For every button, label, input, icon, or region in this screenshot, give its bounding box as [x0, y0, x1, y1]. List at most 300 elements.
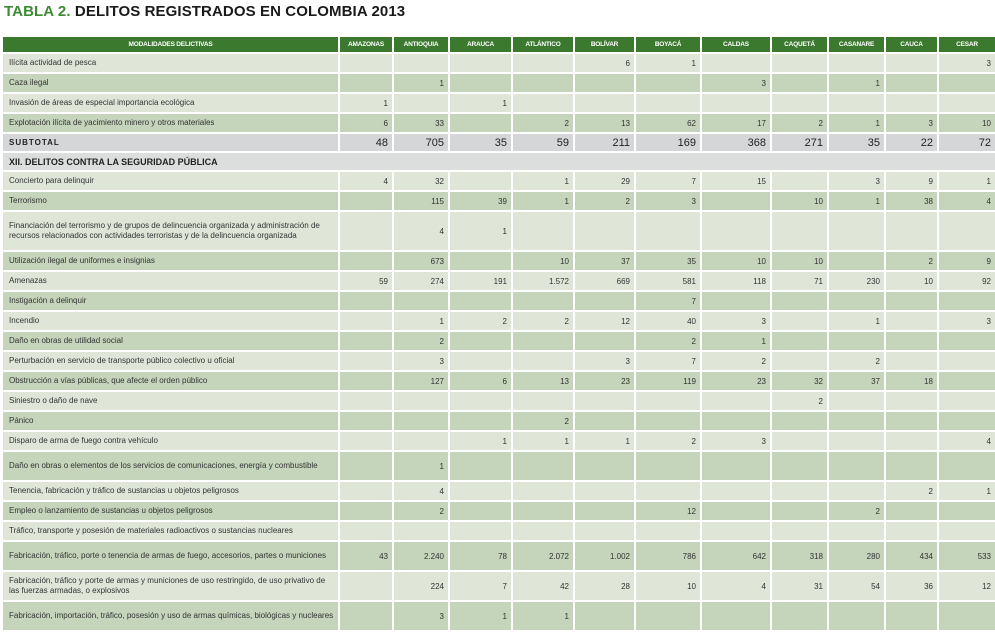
column-header-caldas: CALDAS	[702, 37, 770, 52]
cell-bolívar: 3	[575, 352, 634, 370]
cell-cauca	[886, 292, 937, 310]
cell-boyacá: 7	[636, 172, 700, 190]
cell-amazonas	[340, 432, 392, 450]
cell-cauca	[886, 74, 937, 92]
cell-boyacá: 35	[636, 252, 700, 270]
cell-boyacá	[636, 602, 700, 630]
cell-cauca: 38	[886, 192, 937, 210]
cell-atlántico: 13	[513, 372, 573, 390]
cell-casanare	[829, 522, 884, 540]
cell-atlántico	[513, 212, 573, 250]
cell-caquetá: 2	[772, 114, 827, 132]
cell-amazonas	[340, 192, 392, 210]
cell-arauca	[450, 392, 511, 410]
cell-antioquia	[394, 94, 448, 112]
cell-amazonas	[340, 412, 392, 430]
cell-caldas: 1	[702, 332, 770, 350]
row-label: Fabricación, tráfico, porte o tenencia de armas de fuego, accesorios, partes o municiones	[3, 542, 338, 570]
cell-casanare	[829, 252, 884, 270]
cell-casanare: 230	[829, 272, 884, 290]
table-row	[3, 172, 995, 190]
cell-arauca: 1	[450, 212, 511, 250]
cell-cauca: 9	[886, 172, 937, 190]
cell-bolívar	[575, 332, 634, 350]
row-label: Incendio	[3, 312, 338, 330]
cell-caldas	[702, 602, 770, 630]
cell-antioquia: 115	[394, 192, 448, 210]
cell-bolívar	[575, 502, 634, 520]
cell-cesar	[939, 602, 995, 630]
cell-arauca: 39	[450, 192, 511, 210]
cell-cesar: 10	[939, 114, 995, 132]
cell-atlántico: 2.072	[513, 542, 573, 570]
table-row	[3, 332, 995, 350]
cell-boyacá: 2	[636, 432, 700, 450]
cell-amazonas	[340, 372, 392, 390]
table-row	[3, 74, 995, 92]
cell-caldas: 15	[702, 172, 770, 190]
cell-cauca	[886, 502, 937, 520]
column-header-cauca: CAUCA	[886, 37, 937, 52]
table-row	[3, 114, 995, 132]
column-header-bolívar: BOLÍVAR	[575, 37, 634, 52]
table-row	[3, 352, 995, 370]
cell-cesar: 1	[939, 482, 995, 500]
column-header-casanare: CASANARE	[829, 37, 884, 52]
cell-arauca	[450, 412, 511, 430]
cell-atlántico	[513, 94, 573, 112]
cell-arauca	[450, 172, 511, 190]
table-row	[3, 94, 995, 112]
cell-arauca: 7	[450, 572, 511, 600]
cell-antioquia: 1	[394, 74, 448, 92]
cell-antioquia	[394, 522, 448, 540]
cell-amazonas: 48	[340, 134, 392, 151]
cell-atlántico	[513, 452, 573, 480]
cell-boyacá: 62	[636, 114, 700, 132]
cell-cauca	[886, 452, 937, 480]
section-header-row	[3, 153, 995, 170]
cell-caldas: 3	[702, 312, 770, 330]
table-row	[3, 372, 995, 390]
cell-atlántico: 1	[513, 172, 573, 190]
cell-bolívar: 28	[575, 572, 634, 600]
cell-bolívar: 211	[575, 134, 634, 151]
cell-boyacá: 786	[636, 542, 700, 570]
cell-cesar: 4	[939, 432, 995, 450]
cell-amazonas	[340, 452, 392, 480]
cell-caldas: 3	[702, 74, 770, 92]
cell-caquetá: 271	[772, 134, 827, 151]
cell-arauca: 191	[450, 272, 511, 290]
cell-antioquia: 2	[394, 332, 448, 350]
column-header-cesar: CESAR	[939, 37, 995, 52]
cell-atlántico: 1	[513, 192, 573, 210]
cell-caquetá	[772, 452, 827, 480]
cell-caquetá	[772, 522, 827, 540]
cell-cesar	[939, 292, 995, 310]
cell-caquetá: 10	[772, 192, 827, 210]
cell-cesar	[939, 372, 995, 390]
cell-cesar	[939, 74, 995, 92]
cell-bolívar: 1	[575, 432, 634, 450]
header-row	[3, 37, 995, 52]
cell-atlántico	[513, 292, 573, 310]
cell-bolívar	[575, 412, 634, 430]
cell-antioquia	[394, 432, 448, 450]
cell-casanare: 1	[829, 114, 884, 132]
cell-amazonas	[340, 332, 392, 350]
table-row	[3, 412, 995, 430]
cell-bolívar: 13	[575, 114, 634, 132]
cell-casanare	[829, 482, 884, 500]
cell-atlántico: 2	[513, 312, 573, 330]
row-label: Daño en obras de utilidad social	[3, 332, 338, 350]
cell-caldas: 10	[702, 252, 770, 270]
cell-cesar: 92	[939, 272, 995, 290]
cell-arauca	[450, 522, 511, 540]
cell-antioquia	[394, 292, 448, 310]
cell-caquetá	[772, 94, 827, 112]
table-title	[4, 3, 405, 20]
cell-atlántico: 2	[513, 412, 573, 430]
cell-caquetá	[772, 482, 827, 500]
cell-caldas	[702, 54, 770, 72]
cell-casanare	[829, 392, 884, 410]
cell-bolívar	[575, 74, 634, 92]
cell-amazonas: 59	[340, 272, 392, 290]
cell-cesar	[939, 412, 995, 430]
cell-atlántico: 1	[513, 602, 573, 630]
cell-cesar: 1	[939, 172, 995, 190]
cell-boyacá	[636, 482, 700, 500]
row-label: Utilización ilegal de uniformes e insignias	[3, 252, 338, 270]
cell-amazonas	[340, 292, 392, 310]
cell-bolívar: 29	[575, 172, 634, 190]
cell-cauca: 10	[886, 272, 937, 290]
cell-arauca: 2	[450, 312, 511, 330]
cell-antioquia: 32	[394, 172, 448, 190]
cell-caquetá: 318	[772, 542, 827, 570]
cell-cauca	[886, 312, 937, 330]
cell-caquetá: 10	[772, 252, 827, 270]
cell-cesar: 9	[939, 252, 995, 270]
cell-caquetá	[772, 312, 827, 330]
row-label: Explotación ilícita de yacimiento minero y otros materiales	[3, 114, 338, 132]
cell-cauca	[886, 212, 937, 250]
column-header-boyacá: BOYACÁ	[636, 37, 700, 52]
table-row	[3, 502, 995, 520]
cell-bolívar: 12	[575, 312, 634, 330]
cell-caquetá	[772, 502, 827, 520]
cell-atlántico: 1.572	[513, 272, 573, 290]
table-row	[3, 292, 995, 310]
cell-amazonas	[340, 522, 392, 540]
subtotal-row	[3, 134, 995, 151]
table-row	[3, 602, 995, 630]
cell-casanare	[829, 332, 884, 350]
cell-amazonas	[340, 572, 392, 600]
row-label: Disparo de arma de fuego contra vehículo	[3, 432, 338, 450]
cell-boyacá: 1	[636, 54, 700, 72]
cell-antioquia: 673	[394, 252, 448, 270]
cell-atlántico: 59	[513, 134, 573, 151]
cell-cesar	[939, 522, 995, 540]
row-label: Perturbación en servicio de transporte público colectivo u oficial	[3, 352, 338, 370]
cell-bolívar: 23	[575, 372, 634, 390]
cell-casanare	[829, 94, 884, 112]
cell-cauca: 22	[886, 134, 937, 151]
cell-antioquia: 274	[394, 272, 448, 290]
cell-cesar: 3	[939, 312, 995, 330]
table-row	[3, 452, 995, 480]
cell-caldas: 368	[702, 134, 770, 151]
cell-caquetá: 71	[772, 272, 827, 290]
cell-bolívar	[575, 292, 634, 310]
cell-casanare: 37	[829, 372, 884, 390]
cell-boyacá: 3	[636, 192, 700, 210]
cell-boyacá: 7	[636, 352, 700, 370]
table-row	[3, 272, 995, 290]
cell-caldas	[702, 412, 770, 430]
cell-boyacá: 581	[636, 272, 700, 290]
cell-caldas	[702, 482, 770, 500]
cell-cauca: 18	[886, 372, 937, 390]
cell-bolívar: 669	[575, 272, 634, 290]
row-label: Empleo o lanzamiento de sustancias u objetos peligrosos	[3, 502, 338, 520]
cell-caldas: 17	[702, 114, 770, 132]
cell-caquetá	[772, 54, 827, 72]
cell-arauca	[450, 54, 511, 72]
cell-bolívar: 37	[575, 252, 634, 270]
cell-cauca: 36	[886, 572, 937, 600]
row-label: Caza ilegal	[3, 74, 338, 92]
cell-cauca	[886, 602, 937, 630]
column-header-modalidades: MODALIDADES DELICTIVAS	[3, 37, 338, 52]
cell-arauca: 78	[450, 542, 511, 570]
cell-arauca: 1	[450, 602, 511, 630]
cell-atlántico: 1	[513, 432, 573, 450]
row-label: Ilícita actividad de pesca	[3, 54, 338, 72]
row-label: Tráfico, transporte y posesión de materiales radioactivos o sustancias nucleares	[3, 522, 338, 540]
cell-caldas	[702, 502, 770, 520]
cell-caquetá	[772, 212, 827, 250]
cell-caquetá	[772, 432, 827, 450]
cell-boyacá	[636, 74, 700, 92]
cell-amazonas	[340, 352, 392, 370]
cell-cauca	[886, 432, 937, 450]
cell-boyacá: 40	[636, 312, 700, 330]
cell-amazonas: 43	[340, 542, 392, 570]
cell-amazonas	[340, 602, 392, 630]
row-label: Fabricación, tráfico y porte de armas y municiones de uso restringido, de uso privativo de las fuerzas armadas, o explosivos	[3, 572, 338, 600]
cell-cauca	[886, 412, 937, 430]
cell-casanare	[829, 432, 884, 450]
cell-casanare: 1	[829, 74, 884, 92]
cell-arauca	[450, 332, 511, 350]
column-header-caquetá: CAQUETÁ	[772, 37, 827, 52]
cell-arauca: 1	[450, 94, 511, 112]
row-label: Daño en obras o elementos de los servicios de comunicaciones, energía y combustible	[3, 452, 338, 480]
cell-antioquia: 127	[394, 372, 448, 390]
cell-boyacá: 119	[636, 372, 700, 390]
cell-cesar	[939, 352, 995, 370]
cell-atlántico	[513, 74, 573, 92]
column-header-arauca: ARAUCA	[450, 37, 511, 52]
cell-antioquia: 1	[394, 312, 448, 330]
cell-casanare	[829, 54, 884, 72]
cell-atlántico: 2	[513, 114, 573, 132]
cell-cauca: 434	[886, 542, 937, 570]
row-label: Instigación a delinquir	[3, 292, 338, 310]
cell-atlántico: 42	[513, 572, 573, 600]
cell-cauca	[886, 352, 937, 370]
row-label: Invasión de áreas de especial importancia ecológica	[3, 94, 338, 112]
cell-caldas: 23	[702, 372, 770, 390]
table-row	[3, 54, 995, 72]
cell-antioquia: 2	[394, 502, 448, 520]
cell-boyacá	[636, 94, 700, 112]
cell-cesar	[939, 332, 995, 350]
cell-atlántico	[513, 482, 573, 500]
cell-caldas	[702, 192, 770, 210]
cell-caldas	[702, 522, 770, 540]
cell-arauca	[450, 502, 511, 520]
cell-caldas	[702, 94, 770, 112]
table-row	[3, 572, 995, 600]
cell-casanare: 280	[829, 542, 884, 570]
cell-amazonas	[340, 212, 392, 250]
cell-antioquia: 705	[394, 134, 448, 151]
table-row	[3, 392, 995, 410]
cell-cauca	[886, 522, 937, 540]
cell-atlántico	[513, 392, 573, 410]
cell-caquetá	[772, 292, 827, 310]
table-title-text: DELITOS REGISTRADOS EN COLOMBIA 2013	[74, 3, 406, 20]
cell-cesar: 72	[939, 134, 995, 151]
cell-casanare: 2	[829, 352, 884, 370]
cell-arauca	[450, 252, 511, 270]
cell-cesar: 533	[939, 542, 995, 570]
cell-cesar	[939, 212, 995, 250]
cell-cesar	[939, 502, 995, 520]
cell-boyacá	[636, 212, 700, 250]
cell-amazonas: 6	[340, 114, 392, 132]
cell-cauca	[886, 54, 937, 72]
cell-casanare: 2	[829, 502, 884, 520]
cell-casanare	[829, 452, 884, 480]
cell-caquetá	[772, 332, 827, 350]
cell-cauca: 2	[886, 482, 937, 500]
cell-amazonas: 4	[340, 172, 392, 190]
crimes-table	[1, 35, 995, 632]
cell-boyacá	[636, 392, 700, 410]
cell-amazonas	[340, 54, 392, 72]
cell-caldas	[702, 392, 770, 410]
row-label: Terrorismo	[3, 192, 338, 210]
cell-cesar	[939, 452, 995, 480]
cell-cauca	[886, 332, 937, 350]
cell-bolívar: 6	[575, 54, 634, 72]
cell-casanare: 54	[829, 572, 884, 600]
cell-caldas: 118	[702, 272, 770, 290]
row-label: Financiación del terrorismo y de grupos de delincuencia organizada y administración de recursos relacionados con actividades terroristas y de la delincuencia organizada	[3, 212, 338, 250]
cell-antioquia: 3	[394, 602, 448, 630]
cell-antioquia: 4	[394, 212, 448, 250]
row-label: Tenencia, fabricación y tráfico de sustancias u objetos peligrosos	[3, 482, 338, 500]
cell-bolívar	[575, 212, 634, 250]
cell-boyacá	[636, 412, 700, 430]
cell-arauca	[450, 452, 511, 480]
table-number: TABLA 2.	[4, 3, 71, 20]
row-label: Amenazas	[3, 272, 338, 290]
cell-arauca: 35	[450, 134, 511, 151]
cell-amazonas	[340, 312, 392, 330]
section-title: XII. DELITOS CONTRA LA SEGURIDAD PÚBLICA	[3, 153, 995, 170]
cell-antioquia: 4	[394, 482, 448, 500]
table-row	[3, 522, 995, 540]
cell-caldas	[702, 452, 770, 480]
cell-cesar: 12	[939, 572, 995, 600]
cell-atlántico	[513, 502, 573, 520]
table-row	[3, 312, 995, 330]
cell-amazonas: 1	[340, 94, 392, 112]
cell-casanare: 3	[829, 172, 884, 190]
cell-arauca	[450, 74, 511, 92]
cell-casanare	[829, 212, 884, 250]
column-header-amazonas: AMAZONAS	[340, 37, 392, 52]
cell-caldas	[702, 292, 770, 310]
table-row	[3, 192, 995, 210]
cell-bolívar	[575, 602, 634, 630]
cell-atlántico	[513, 332, 573, 350]
cell-bolívar	[575, 392, 634, 410]
cell-bolívar: 1.002	[575, 542, 634, 570]
cell-boyacá: 169	[636, 134, 700, 151]
cell-antioquia	[394, 392, 448, 410]
cell-atlántico	[513, 522, 573, 540]
cell-casanare	[829, 412, 884, 430]
cell-cauca	[886, 392, 937, 410]
row-label: Concierto para delinquir	[3, 172, 338, 190]
cell-casanare: 35	[829, 134, 884, 151]
table-row	[3, 482, 995, 500]
cell-cauca: 3	[886, 114, 937, 132]
cell-antioquia: 2.240	[394, 542, 448, 570]
cell-caldas: 642	[702, 542, 770, 570]
cell-antioquia	[394, 54, 448, 72]
cell-casanare	[829, 292, 884, 310]
row-label: SUBTOTAL	[3, 134, 338, 151]
cell-boyacá: 2	[636, 332, 700, 350]
cell-arauca	[450, 352, 511, 370]
row-label: Fabricación, importación, tráfico, posesión y uso de armas químicas, biológicas y nucleares	[3, 602, 338, 630]
cell-atlántico	[513, 352, 573, 370]
cell-caquetá: 32	[772, 372, 827, 390]
cell-antioquia: 1	[394, 452, 448, 480]
cell-antioquia: 3	[394, 352, 448, 370]
row-label: Obstrucción a vías públicas, que afecte el orden público	[3, 372, 338, 390]
row-label: Pánico	[3, 412, 338, 430]
cell-antioquia: 224	[394, 572, 448, 600]
cell-boyacá: 10	[636, 572, 700, 600]
table-row	[3, 542, 995, 570]
cell-casanare: 1	[829, 192, 884, 210]
cell-bolívar	[575, 482, 634, 500]
cell-amazonas	[340, 74, 392, 92]
cell-bolívar: 2	[575, 192, 634, 210]
cell-amazonas	[340, 252, 392, 270]
